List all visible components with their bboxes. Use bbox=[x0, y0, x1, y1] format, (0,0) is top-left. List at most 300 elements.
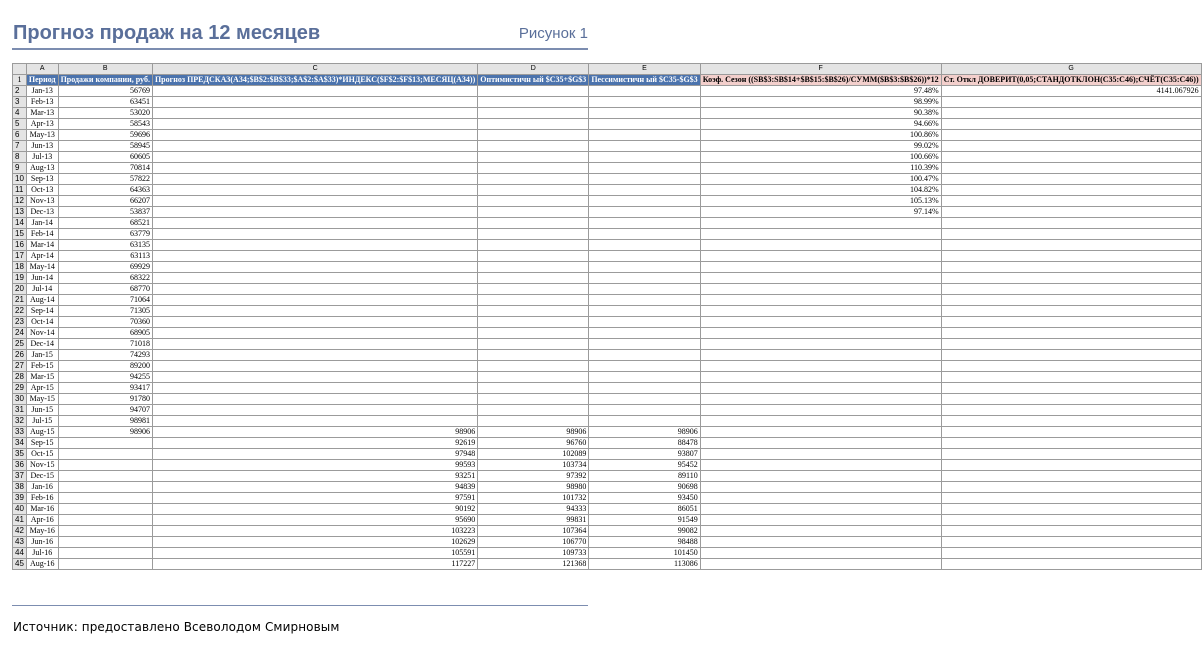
sales-cell[interactable]: 93417 bbox=[58, 383, 152, 394]
optimistic-cell[interactable] bbox=[478, 306, 589, 317]
row-number[interactable]: 21 bbox=[13, 295, 27, 306]
row-number[interactable]: 10 bbox=[13, 174, 27, 185]
sales-cell[interactable]: 89200 bbox=[58, 361, 152, 372]
optimistic-cell[interactable] bbox=[478, 130, 589, 141]
period-cell[interactable]: Dec-13 bbox=[26, 207, 58, 218]
sales-cell[interactable]: 98981 bbox=[58, 416, 152, 427]
pessimistic-cell[interactable]: 86051 bbox=[589, 504, 700, 515]
forecast-cell[interactable]: 97948 bbox=[152, 449, 477, 460]
season-coefficient-cell[interactable] bbox=[700, 460, 941, 471]
period-cell[interactable]: Mar-16 bbox=[26, 504, 58, 515]
season-coefficient-cell[interactable]: 100.66% bbox=[700, 152, 941, 163]
sales-cell[interactable] bbox=[58, 537, 152, 548]
row-number[interactable]: 6 bbox=[13, 130, 27, 141]
sales-cell[interactable] bbox=[58, 460, 152, 471]
pessimistic-cell[interactable] bbox=[589, 273, 700, 284]
season-coefficient-cell[interactable]: 94.66% bbox=[700, 119, 941, 130]
row-number[interactable]: 22 bbox=[13, 306, 27, 317]
forecast-cell[interactable] bbox=[152, 394, 477, 405]
sales-cell[interactable]: 53837 bbox=[58, 207, 152, 218]
row-number[interactable]: 12 bbox=[13, 196, 27, 207]
row-number[interactable]: 29 bbox=[13, 383, 27, 394]
row-number[interactable]: 17 bbox=[13, 251, 27, 262]
period-cell[interactable]: Apr-16 bbox=[26, 515, 58, 526]
optimistic-cell[interactable] bbox=[478, 86, 589, 97]
optimistic-cell[interactable] bbox=[478, 405, 589, 416]
pessimistic-cell[interactable] bbox=[589, 240, 700, 251]
forecast-cell[interactable] bbox=[152, 108, 477, 119]
std-deviation-cell[interactable] bbox=[941, 97, 1201, 108]
period-cell[interactable]: Apr-13 bbox=[26, 119, 58, 130]
season-coefficient-cell[interactable] bbox=[700, 416, 941, 427]
sales-cell[interactable]: 71018 bbox=[58, 339, 152, 350]
sales-cell[interactable]: 63779 bbox=[58, 229, 152, 240]
row-number[interactable]: 35 bbox=[13, 449, 27, 460]
season-coefficient-cell[interactable] bbox=[700, 559, 941, 570]
row-number[interactable]: 45 bbox=[13, 559, 27, 570]
season-coefficient-cell[interactable] bbox=[700, 251, 941, 262]
sales-cell[interactable] bbox=[58, 515, 152, 526]
optimistic-cell[interactable]: 98906 bbox=[478, 427, 589, 438]
header-forecast[interactable]: Прогноз ПРЕДСКАЗ(A34;$B$2:$B$33;$A$2:$A$33)*ИНДЕКС($F$2:$F$13;МЕСЯЦ(A34)) bbox=[152, 75, 477, 86]
std-deviation-cell[interactable] bbox=[941, 229, 1201, 240]
header-pessimistic[interactable]: Пессимистичн ый $C35-$G$3 bbox=[589, 75, 700, 86]
season-coefficient-cell[interactable] bbox=[700, 273, 941, 284]
season-coefficient-cell[interactable]: 97.48% bbox=[700, 86, 941, 97]
row-number[interactable]: 40 bbox=[13, 504, 27, 515]
season-coefficient-cell[interactable] bbox=[700, 471, 941, 482]
std-deviation-cell[interactable] bbox=[941, 427, 1201, 438]
sales-cell[interactable]: 68770 bbox=[58, 284, 152, 295]
header-season-coefficient[interactable]: Коэф. Сезон ((SB$3:SB$14+$B$15:$B$26)/СУММ($B$3:$B$26))*12 bbox=[700, 75, 941, 86]
row-number[interactable]: 41 bbox=[13, 515, 27, 526]
optimistic-cell[interactable] bbox=[478, 372, 589, 383]
optimistic-cell[interactable] bbox=[478, 262, 589, 273]
row-number[interactable]: 11 bbox=[13, 185, 27, 196]
row-number[interactable]: 4 bbox=[13, 108, 27, 119]
row-number[interactable]: 18 bbox=[13, 262, 27, 273]
forecast-cell[interactable]: 92619 bbox=[152, 438, 477, 449]
row-number[interactable]: 31 bbox=[13, 405, 27, 416]
row-number[interactable]: 42 bbox=[13, 526, 27, 537]
pessimistic-cell[interactable] bbox=[589, 130, 700, 141]
forecast-cell[interactable]: 90192 bbox=[152, 504, 477, 515]
period-cell[interactable]: Sep-15 bbox=[26, 438, 58, 449]
optimistic-cell[interactable] bbox=[478, 119, 589, 130]
season-coefficient-cell[interactable] bbox=[700, 482, 941, 493]
forecast-cell[interactable]: 99593 bbox=[152, 460, 477, 471]
period-cell[interactable]: Aug-15 bbox=[26, 427, 58, 438]
pessimistic-cell[interactable] bbox=[589, 339, 700, 350]
season-coefficient-cell[interactable] bbox=[700, 526, 941, 537]
pessimistic-cell[interactable]: 101450 bbox=[589, 548, 700, 559]
season-coefficient-cell[interactable] bbox=[700, 548, 941, 559]
row-number[interactable]: 2 bbox=[13, 86, 27, 97]
pessimistic-cell[interactable] bbox=[589, 196, 700, 207]
std-deviation-cell[interactable] bbox=[941, 471, 1201, 482]
optimistic-cell[interactable]: 107364 bbox=[478, 526, 589, 537]
sales-cell[interactable]: 74293 bbox=[58, 350, 152, 361]
std-deviation-cell[interactable] bbox=[941, 372, 1201, 383]
std-deviation-cell[interactable] bbox=[941, 273, 1201, 284]
period-cell[interactable]: Dec-15 bbox=[26, 471, 58, 482]
pessimistic-cell[interactable] bbox=[589, 218, 700, 229]
sales-cell[interactable]: 71305 bbox=[58, 306, 152, 317]
forecast-cell[interactable]: 102629 bbox=[152, 537, 477, 548]
pessimistic-cell[interactable] bbox=[589, 317, 700, 328]
sales-cell[interactable] bbox=[58, 548, 152, 559]
std-deviation-cell[interactable] bbox=[941, 163, 1201, 174]
row-number[interactable]: 38 bbox=[13, 482, 27, 493]
optimistic-cell[interactable] bbox=[478, 174, 589, 185]
sales-cell[interactable] bbox=[58, 482, 152, 493]
forecast-cell[interactable] bbox=[152, 130, 477, 141]
season-coefficient-cell[interactable]: 98.99% bbox=[700, 97, 941, 108]
forecast-cell[interactable] bbox=[152, 383, 477, 394]
column-header-a[interactable]: A bbox=[26, 64, 58, 75]
season-coefficient-cell[interactable] bbox=[700, 394, 941, 405]
pessimistic-cell[interactable] bbox=[589, 262, 700, 273]
period-cell[interactable]: May-16 bbox=[26, 526, 58, 537]
std-deviation-cell[interactable] bbox=[941, 383, 1201, 394]
optimistic-cell[interactable] bbox=[478, 317, 589, 328]
period-cell[interactable]: May-14 bbox=[26, 262, 58, 273]
std-deviation-cell[interactable] bbox=[941, 460, 1201, 471]
std-deviation-cell[interactable] bbox=[941, 141, 1201, 152]
pessimistic-cell[interactable]: 88478 bbox=[589, 438, 700, 449]
season-coefficient-cell[interactable] bbox=[700, 339, 941, 350]
std-deviation-cell[interactable] bbox=[941, 394, 1201, 405]
std-deviation-cell[interactable] bbox=[941, 449, 1201, 460]
row-number[interactable]: 36 bbox=[13, 460, 27, 471]
row-number[interactable]: 24 bbox=[13, 328, 27, 339]
forecast-cell[interactable] bbox=[152, 372, 477, 383]
pessimistic-cell[interactable]: 93450 bbox=[589, 493, 700, 504]
column-header-b[interactable]: B bbox=[58, 64, 152, 75]
forecast-cell[interactable] bbox=[152, 229, 477, 240]
optimistic-cell[interactable] bbox=[478, 339, 589, 350]
season-coefficient-cell[interactable] bbox=[700, 427, 941, 438]
pessimistic-cell[interactable]: 95452 bbox=[589, 460, 700, 471]
period-cell[interactable]: Nov-13 bbox=[26, 196, 58, 207]
std-deviation-cell[interactable] bbox=[941, 295, 1201, 306]
period-cell[interactable]: Sep-14 bbox=[26, 306, 58, 317]
period-cell[interactable]: Oct-15 bbox=[26, 449, 58, 460]
season-coefficient-cell[interactable]: 97.14% bbox=[700, 207, 941, 218]
forecast-cell[interactable] bbox=[152, 350, 477, 361]
period-cell[interactable]: Nov-15 bbox=[26, 460, 58, 471]
std-deviation-cell[interactable] bbox=[941, 515, 1201, 526]
pessimistic-cell[interactable] bbox=[589, 394, 700, 405]
optimistic-cell[interactable]: 98980 bbox=[478, 482, 589, 493]
optimistic-cell[interactable]: 96760 bbox=[478, 438, 589, 449]
forecast-cell[interactable] bbox=[152, 196, 477, 207]
optimistic-cell[interactable] bbox=[478, 240, 589, 251]
std-deviation-cell[interactable] bbox=[941, 493, 1201, 504]
pessimistic-cell[interactable]: 98488 bbox=[589, 537, 700, 548]
std-deviation-cell[interactable] bbox=[941, 317, 1201, 328]
sales-cell[interactable]: 91780 bbox=[58, 394, 152, 405]
std-deviation-cell[interactable] bbox=[941, 251, 1201, 262]
season-coefficient-cell[interactable] bbox=[700, 405, 941, 416]
forecast-cell[interactable] bbox=[152, 317, 477, 328]
std-deviation-cell[interactable] bbox=[941, 548, 1201, 559]
forecast-cell[interactable] bbox=[152, 361, 477, 372]
pessimistic-cell[interactable] bbox=[589, 141, 700, 152]
period-cell[interactable]: Feb-13 bbox=[26, 97, 58, 108]
forecast-cell[interactable] bbox=[152, 262, 477, 273]
pessimistic-cell[interactable] bbox=[589, 185, 700, 196]
sales-cell[interactable]: 56769 bbox=[58, 86, 152, 97]
sales-cell[interactable]: 68905 bbox=[58, 328, 152, 339]
optimistic-cell[interactable]: 94333 bbox=[478, 504, 589, 515]
period-cell[interactable]: Jul-16 bbox=[26, 548, 58, 559]
pessimistic-cell[interactable]: 98906 bbox=[589, 427, 700, 438]
sales-cell[interactable]: 66207 bbox=[58, 196, 152, 207]
season-coefficient-cell[interactable] bbox=[700, 306, 941, 317]
period-cell[interactable]: Feb-15 bbox=[26, 361, 58, 372]
forecast-cell[interactable] bbox=[152, 174, 477, 185]
row-number[interactable]: 3 bbox=[13, 97, 27, 108]
std-deviation-cell[interactable] bbox=[941, 185, 1201, 196]
pessimistic-cell[interactable]: 91549 bbox=[589, 515, 700, 526]
std-deviation-cell[interactable] bbox=[941, 196, 1201, 207]
forecast-cell[interactable]: 105591 bbox=[152, 548, 477, 559]
sales-cell[interactable]: 68521 bbox=[58, 218, 152, 229]
optimistic-cell[interactable] bbox=[478, 383, 589, 394]
std-deviation-cell[interactable] bbox=[941, 218, 1201, 229]
season-coefficient-cell[interactable] bbox=[700, 438, 941, 449]
optimistic-cell[interactable] bbox=[478, 350, 589, 361]
column-header-e[interactable]: E bbox=[589, 64, 700, 75]
std-deviation-cell[interactable] bbox=[941, 504, 1201, 515]
std-deviation-cell[interactable] bbox=[941, 152, 1201, 163]
column-header-f[interactable]: F bbox=[700, 64, 941, 75]
optimistic-cell[interactable] bbox=[478, 207, 589, 218]
sales-cell[interactable]: 63113 bbox=[58, 251, 152, 262]
season-coefficient-cell[interactable] bbox=[700, 449, 941, 460]
sales-cell[interactable]: 60605 bbox=[58, 152, 152, 163]
row-number[interactable]: 9 bbox=[13, 163, 27, 174]
optimistic-cell[interactable]: 102089 bbox=[478, 449, 589, 460]
row-number[interactable]: 39 bbox=[13, 493, 27, 504]
row-number[interactable]: 7 bbox=[13, 141, 27, 152]
period-cell[interactable]: Mar-15 bbox=[26, 372, 58, 383]
season-coefficient-cell[interactable]: 105.13% bbox=[700, 196, 941, 207]
forecast-cell[interactable] bbox=[152, 295, 477, 306]
forecast-cell[interactable]: 93251 bbox=[152, 471, 477, 482]
std-deviation-cell[interactable] bbox=[941, 482, 1201, 493]
period-cell[interactable]: Aug-13 bbox=[26, 163, 58, 174]
optimistic-cell[interactable] bbox=[478, 97, 589, 108]
std-deviation-cell[interactable] bbox=[941, 559, 1201, 570]
period-cell[interactable]: Nov-14 bbox=[26, 328, 58, 339]
optimistic-cell[interactable] bbox=[478, 416, 589, 427]
std-deviation-cell[interactable] bbox=[941, 328, 1201, 339]
std-deviation-cell[interactable] bbox=[941, 526, 1201, 537]
forecast-cell[interactable]: 97591 bbox=[152, 493, 477, 504]
forecast-cell[interactable] bbox=[152, 207, 477, 218]
pessimistic-cell[interactable]: 93807 bbox=[589, 449, 700, 460]
optimistic-cell[interactable] bbox=[478, 108, 589, 119]
forecast-cell[interactable] bbox=[152, 152, 477, 163]
pessimistic-cell[interactable]: 90698 bbox=[589, 482, 700, 493]
row-number[interactable]: 28 bbox=[13, 372, 27, 383]
row-number[interactable]: 23 bbox=[13, 317, 27, 328]
season-coefficient-cell[interactable]: 110.39% bbox=[700, 163, 941, 174]
row-number[interactable]: 37 bbox=[13, 471, 27, 482]
sales-cell[interactable]: 53020 bbox=[58, 108, 152, 119]
optimistic-cell[interactable] bbox=[478, 163, 589, 174]
period-cell[interactable]: May-13 bbox=[26, 130, 58, 141]
forecast-cell[interactable]: 95690 bbox=[152, 515, 477, 526]
pessimistic-cell[interactable] bbox=[589, 295, 700, 306]
period-cell[interactable]: Jan-15 bbox=[26, 350, 58, 361]
pessimistic-cell[interactable] bbox=[589, 350, 700, 361]
optimistic-cell[interactable]: 106770 bbox=[478, 537, 589, 548]
row-number[interactable]: 25 bbox=[13, 339, 27, 350]
period-cell[interactable]: Aug-14 bbox=[26, 295, 58, 306]
row-number[interactable]: 43 bbox=[13, 537, 27, 548]
forecast-cell[interactable] bbox=[152, 86, 477, 97]
period-cell[interactable]: Jan-13 bbox=[26, 86, 58, 97]
row-number[interactable]: 34 bbox=[13, 438, 27, 449]
std-deviation-cell[interactable] bbox=[941, 174, 1201, 185]
sales-cell[interactable]: 58945 bbox=[58, 141, 152, 152]
std-deviation-cell[interactable] bbox=[941, 130, 1201, 141]
header-std-deviation[interactable]: Ст. Откл ДОВЕРИТ(0,05;СТАНДОТКЛОН(C35:C46);СЧЁТ(C35:C46)) bbox=[941, 75, 1201, 86]
pessimistic-cell[interactable] bbox=[589, 284, 700, 295]
forecast-cell[interactable] bbox=[152, 273, 477, 284]
sales-cell[interactable]: 63451 bbox=[58, 97, 152, 108]
season-coefficient-cell[interactable]: 100.47% bbox=[700, 174, 941, 185]
column-header-c[interactable]: C bbox=[152, 64, 477, 75]
season-coefficient-cell[interactable] bbox=[700, 361, 941, 372]
period-cell[interactable]: Oct-14 bbox=[26, 317, 58, 328]
sales-cell[interactable] bbox=[58, 504, 152, 515]
select-all-corner[interactable] bbox=[13, 64, 27, 75]
std-deviation-cell[interactable] bbox=[941, 339, 1201, 350]
optimistic-cell[interactable]: 97392 bbox=[478, 471, 589, 482]
row-number[interactable]: 19 bbox=[13, 273, 27, 284]
sales-cell[interactable]: 71064 bbox=[58, 295, 152, 306]
optimistic-cell[interactable] bbox=[478, 185, 589, 196]
forecast-cell[interactable] bbox=[152, 328, 477, 339]
period-cell[interactable]: Jun-15 bbox=[26, 405, 58, 416]
period-cell[interactable]: Jul-14 bbox=[26, 284, 58, 295]
forecast-cell[interactable] bbox=[152, 306, 477, 317]
period-cell[interactable]: Jun-13 bbox=[26, 141, 58, 152]
optimistic-cell[interactable]: 109733 bbox=[478, 548, 589, 559]
std-deviation-cell[interactable] bbox=[941, 108, 1201, 119]
optimistic-cell[interactable] bbox=[478, 141, 589, 152]
pessimistic-cell[interactable] bbox=[589, 163, 700, 174]
optimistic-cell[interactable]: 99831 bbox=[478, 515, 589, 526]
row-number[interactable]: 14 bbox=[13, 218, 27, 229]
std-deviation-cell[interactable] bbox=[941, 405, 1201, 416]
period-cell[interactable]: Aug-16 bbox=[26, 559, 58, 570]
std-deviation-cell[interactable] bbox=[941, 119, 1201, 130]
pessimistic-cell[interactable] bbox=[589, 251, 700, 262]
row-number[interactable]: 15 bbox=[13, 229, 27, 240]
period-cell[interactable]: May-15 bbox=[26, 394, 58, 405]
optimistic-cell[interactable] bbox=[478, 361, 589, 372]
forecast-cell[interactable] bbox=[152, 141, 477, 152]
sales-cell[interactable]: 69929 bbox=[58, 262, 152, 273]
season-coefficient-cell[interactable]: 90.38% bbox=[700, 108, 941, 119]
std-deviation-cell[interactable] bbox=[941, 240, 1201, 251]
period-cell[interactable]: Sep-13 bbox=[26, 174, 58, 185]
row-number[interactable]: 32 bbox=[13, 416, 27, 427]
optimistic-cell[interactable]: 121368 bbox=[478, 559, 589, 570]
period-cell[interactable]: Feb-16 bbox=[26, 493, 58, 504]
season-coefficient-cell[interactable] bbox=[700, 240, 941, 251]
season-coefficient-cell[interactable] bbox=[700, 284, 941, 295]
period-cell[interactable]: Oct-13 bbox=[26, 185, 58, 196]
optimistic-cell[interactable] bbox=[478, 273, 589, 284]
optimistic-cell[interactable] bbox=[478, 196, 589, 207]
forecast-cell[interactable] bbox=[152, 416, 477, 427]
optimistic-cell[interactable] bbox=[478, 328, 589, 339]
optimistic-cell[interactable] bbox=[478, 152, 589, 163]
sales-cell[interactable] bbox=[58, 559, 152, 570]
std-deviation-cell[interactable] bbox=[941, 537, 1201, 548]
row-number[interactable]: 20 bbox=[13, 284, 27, 295]
header-period[interactable]: Период bbox=[26, 75, 58, 86]
season-coefficient-cell[interactable] bbox=[700, 383, 941, 394]
row-number[interactable]: 30 bbox=[13, 394, 27, 405]
season-coefficient-cell[interactable]: 100.86% bbox=[700, 130, 941, 141]
std-deviation-cell[interactable]: 4141.067926 bbox=[941, 86, 1201, 97]
std-deviation-cell[interactable] bbox=[941, 416, 1201, 427]
period-cell[interactable]: Jun-16 bbox=[26, 537, 58, 548]
sales-cell[interactable] bbox=[58, 493, 152, 504]
sales-cell[interactable]: 58543 bbox=[58, 119, 152, 130]
optimistic-cell[interactable] bbox=[478, 218, 589, 229]
pessimistic-cell[interactable] bbox=[589, 97, 700, 108]
pessimistic-cell[interactable] bbox=[589, 383, 700, 394]
forecast-cell[interactable] bbox=[152, 97, 477, 108]
forecast-cell[interactable]: 98906 bbox=[152, 427, 477, 438]
pessimistic-cell[interactable] bbox=[589, 152, 700, 163]
sales-cell[interactable]: 59696 bbox=[58, 130, 152, 141]
period-cell[interactable]: Apr-15 bbox=[26, 383, 58, 394]
row-number[interactable]: 44 bbox=[13, 548, 27, 559]
season-coefficient-cell[interactable] bbox=[700, 328, 941, 339]
row-number[interactable]: 33 bbox=[13, 427, 27, 438]
period-cell[interactable]: Jul-13 bbox=[26, 152, 58, 163]
forecast-cell[interactable]: 103223 bbox=[152, 526, 477, 537]
std-deviation-cell[interactable] bbox=[941, 262, 1201, 273]
pessimistic-cell[interactable] bbox=[589, 108, 700, 119]
row-number[interactable]: 16 bbox=[13, 240, 27, 251]
header-sales[interactable]: Продажи компании, руб. bbox=[58, 75, 152, 86]
pessimistic-cell[interactable] bbox=[589, 207, 700, 218]
sales-cell[interactable]: 94255 bbox=[58, 372, 152, 383]
season-coefficient-cell[interactable] bbox=[700, 350, 941, 361]
season-coefficient-cell[interactable] bbox=[700, 295, 941, 306]
forecast-cell[interactable] bbox=[152, 119, 477, 130]
optimistic-cell[interactable] bbox=[478, 295, 589, 306]
season-coefficient-cell[interactable]: 99.02% bbox=[700, 141, 941, 152]
pessimistic-cell[interactable] bbox=[589, 372, 700, 383]
pessimistic-cell[interactable] bbox=[589, 416, 700, 427]
sales-cell[interactable]: 70814 bbox=[58, 163, 152, 174]
season-coefficient-cell[interactable] bbox=[700, 504, 941, 515]
std-deviation-cell[interactable] bbox=[941, 361, 1201, 372]
forecast-cell[interactable] bbox=[152, 405, 477, 416]
sales-cell[interactable]: 57822 bbox=[58, 174, 152, 185]
